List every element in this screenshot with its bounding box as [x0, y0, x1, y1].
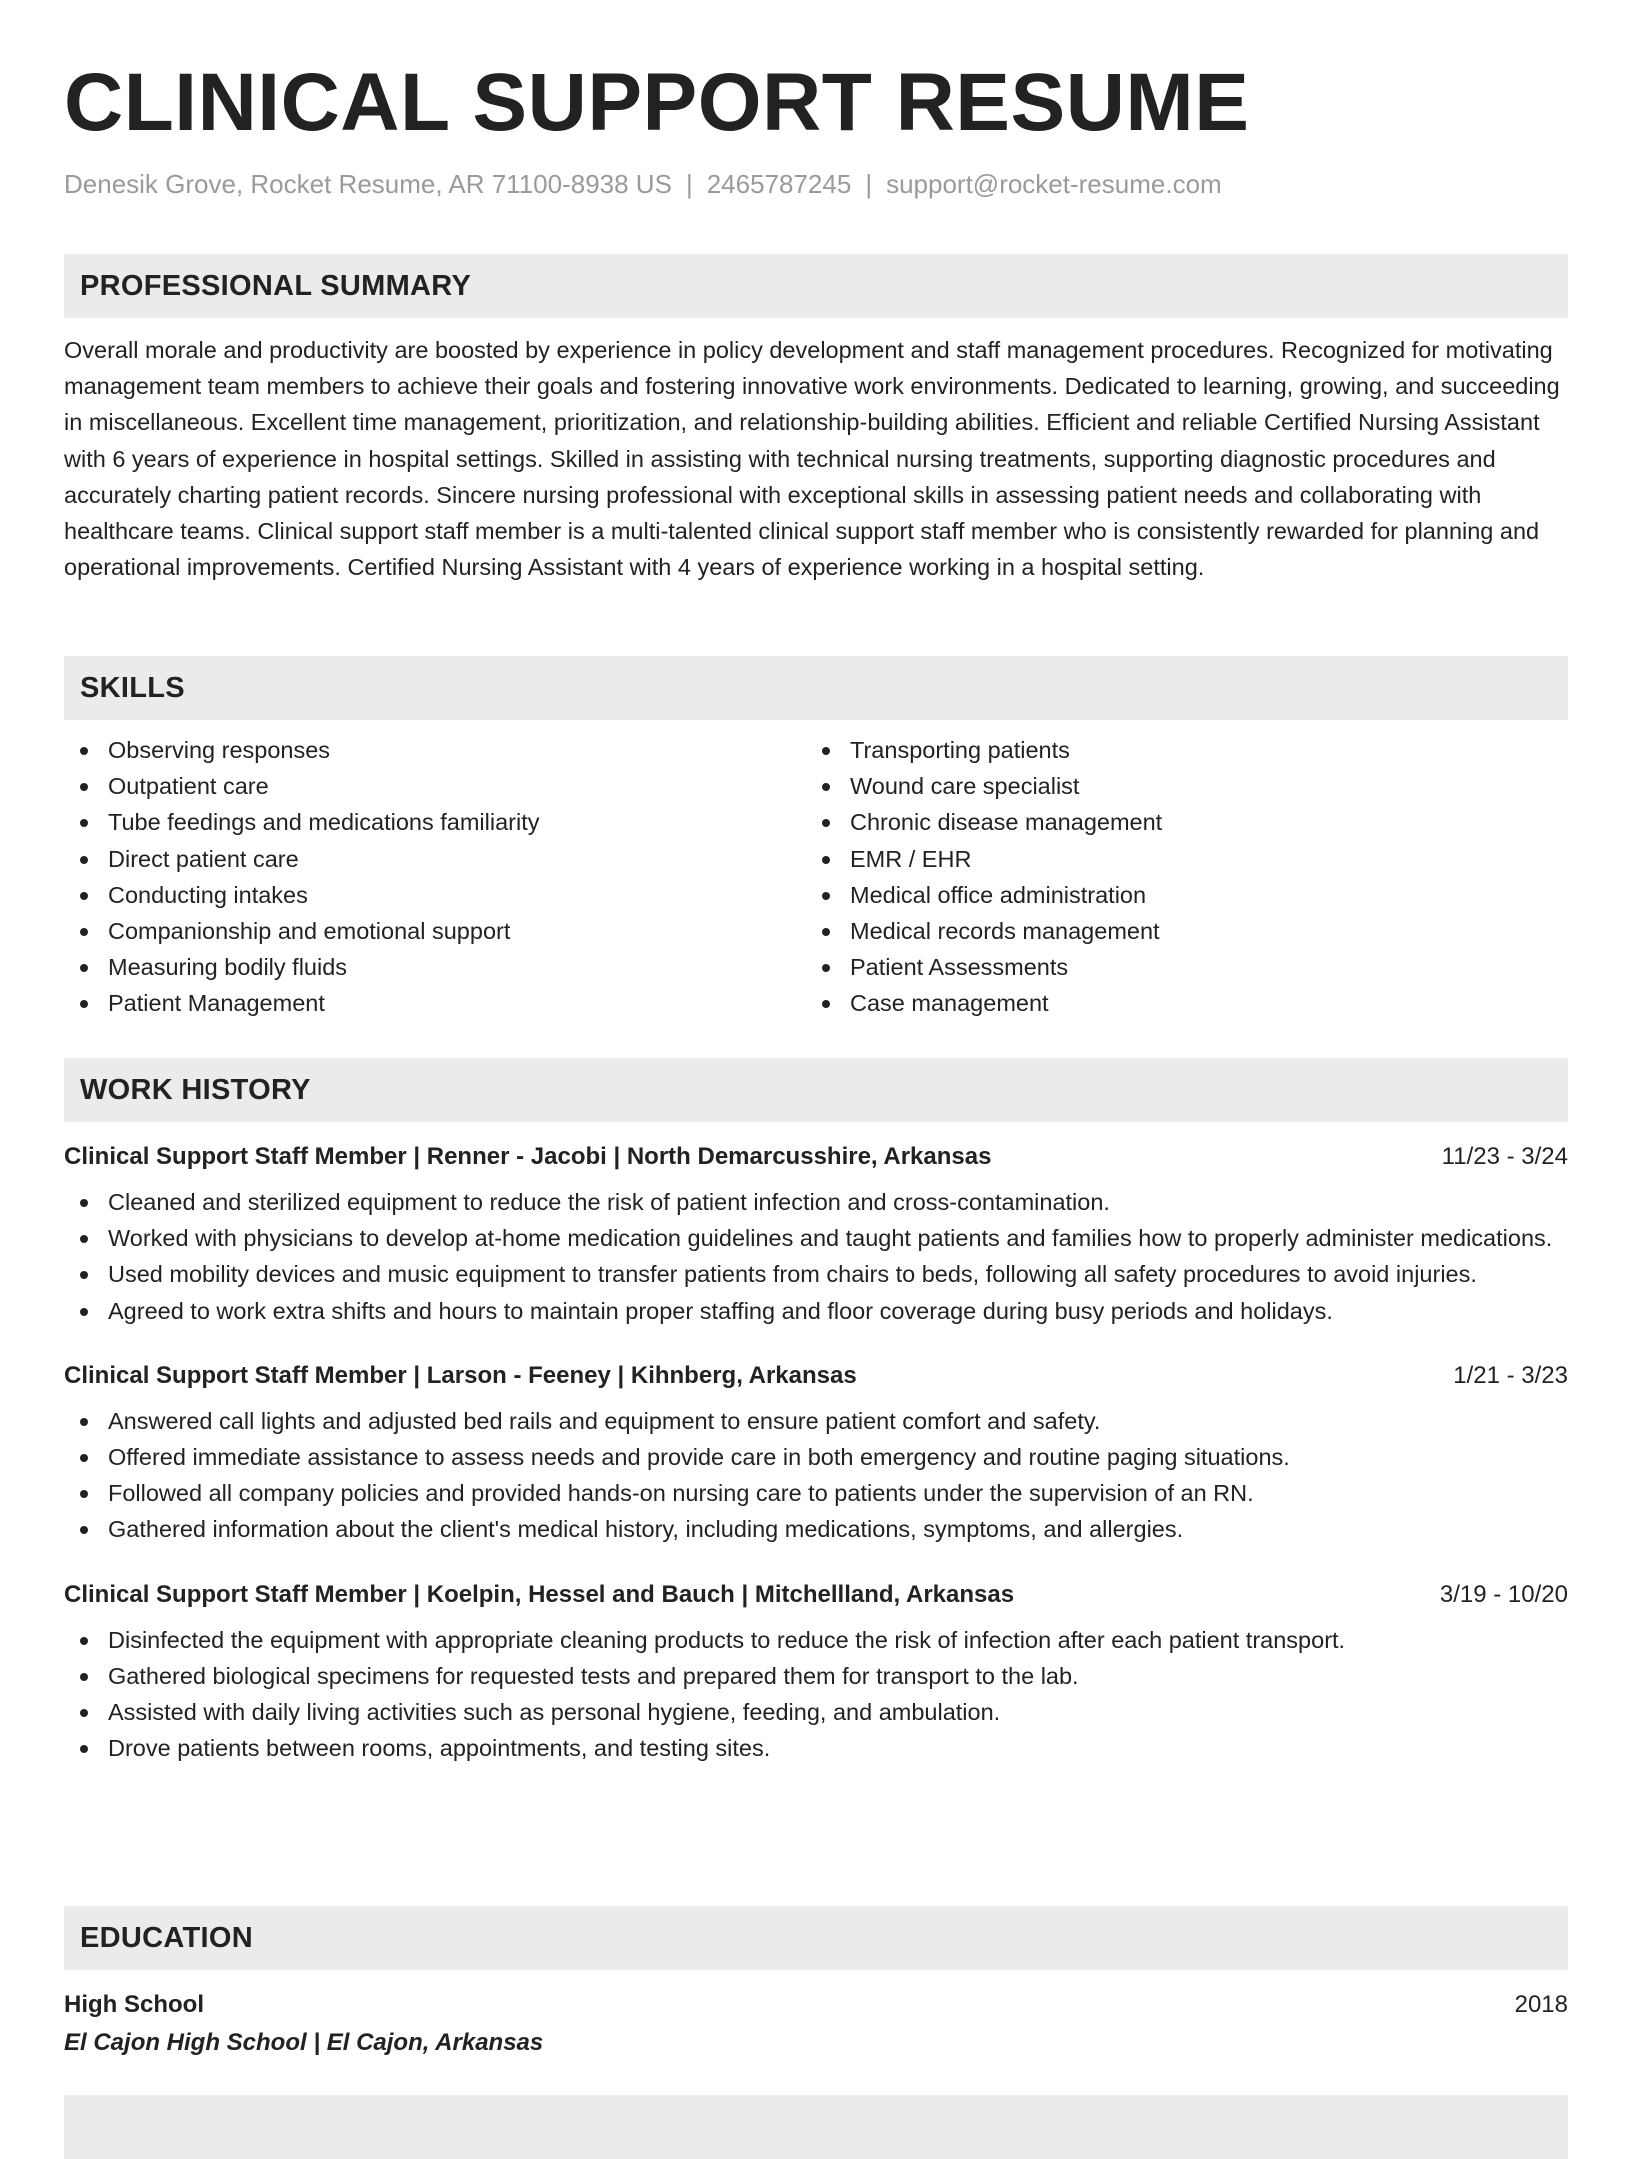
skills-columns [64, 732, 1568, 1022]
job-header [64, 1578, 1568, 1612]
job-dates: 1/21 - 3/23 [1453, 1361, 1568, 1389]
section-title-skills: SKILLS [80, 671, 185, 704]
job-header [64, 1359, 1568, 1393]
section-header-bar [64, 1058, 1568, 1122]
job-header [64, 1140, 1568, 1174]
job-bullet: Assisted with daily living activities such as personal hygiene, feeding, and ambulation. [64, 1694, 1568, 1730]
job-bullet: Followed all company policies and provided hands-on nursing care to patients under the supervision of an RN. [64, 1475, 1568, 1511]
contact-email: support@rocket-resume.com [886, 169, 1222, 199]
contact-separator: | [865, 169, 873, 199]
job-bullet: Offered immediate assistance to assess needs and provide care in both emergency and routine paging situations. [64, 1439, 1568, 1475]
next-section-bar [64, 2095, 1568, 2159]
skill-item: Tube feedings and medications familiarity [64, 804, 806, 840]
skills-section [64, 656, 1568, 1022]
skill-item: Measuring bodily fluids [64, 949, 806, 985]
job-bullet: Gathered biological specimens for requested tests and prepared them for transport to the lab. [64, 1658, 1568, 1694]
skill-item: Transporting patients [806, 732, 1548, 768]
contact-separator: | [685, 169, 693, 199]
job-dates: 3/19 - 10/20 [1439, 1580, 1568, 1608]
section-title-work: WORK HISTORY [80, 1073, 311, 1106]
summary-paragraph: Overall morale and productivity are boosted by experience in policy development and staff management procedures. Recognized for motivating management team members to achieve their goals and fostering innovative work environments. Dedicated to learning, growing, and succeeding in miscellaneous. Excellent time management, prioritization, and relationship-building abilities. Efficient and reliable Certified Nursing Assistant with 6 years of experience in hospital settings. Skilled in assisting with technical nursing treatments, supporting diagnostic procedures and accurately charting patient records. Sincere nursing professional with exceptional skills in assessing patient needs and collaborating with healthcare teams. Clinical support staff member is a multi-talented clinical support staff member who is consistently rewarded for planning and operational improvements. Certified Nursing Assistant with 4 years of experience working in a hospital setting. [64, 337, 1560, 581]
skill-item: EMR / EHR [806, 841, 1548, 877]
job-heading: Clinical Support Staff Member | Renner - Jacobi | North Demarcusshire, Arkansas [64, 1143, 992, 1170]
job-entry [64, 1359, 1568, 1548]
skills-list-right [806, 732, 1548, 1022]
contact-line [64, 168, 1568, 202]
skills-list-left [64, 732, 806, 1022]
skill-item: Medical office administration [806, 877, 1548, 913]
skill-item: Observing responses [64, 732, 806, 768]
job-heading: Clinical Support Staff Member | Koelpin, Hessel and Bauch | Mitchellland, Arkansas [64, 1580, 1015, 1608]
contact-phone: 2465787245 [706, 169, 852, 199]
job-heading: Clinical Support Staff Member | Larson - Feeney | Kihnberg, Arkansas [64, 1361, 857, 1389]
professional-summary-section [64, 254, 1568, 585]
job-entry [64, 1140, 1568, 1329]
job-bullet: Used mobility devices and music equipment to transfer patients from chairs to beds, following all safety procedures to avoid injuries. [64, 1256, 1568, 1292]
job-bullet: Drove patients between rooms, appointments, and testing sites. [64, 1730, 1568, 1766]
section-header-bar [64, 656, 1568, 720]
job-entry [64, 1578, 1568, 1767]
education-degree: High School [64, 1991, 204, 2018]
skill-item: Patient Assessments [806, 949, 1548, 985]
skill-item: Outpatient care [64, 768, 806, 804]
job-bullet: Agreed to work extra shifts and hours to maintain proper staffing and floor coverage during busy periods and holidays. [64, 1293, 1568, 1329]
skill-item: Medical records management [806, 913, 1548, 949]
education-section [64, 1906, 1568, 2060]
section-title-summary: PROFESSIONAL SUMMARY [80, 269, 472, 302]
resume-page [64, 0, 1568, 2056]
section-header-bar [64, 1906, 1568, 1970]
job-bullet: Gathered information about the client's medical history, including medications, symptoms, and allergies. [64, 1511, 1568, 1547]
education-header [64, 1988, 1568, 2022]
job-dates: 11/23 - 3/24 [1441, 1143, 1568, 1170]
skill-item: Wound care specialist [806, 768, 1548, 804]
job-bullet: Cleaned and sterilized equipment to reduce the risk of patient infection and cross-contamination. [64, 1184, 1568, 1220]
education-school: El Cajon High School | El Cajon, Arkansas [64, 2029, 544, 2056]
work-history-section [64, 1058, 1568, 1766]
job-bullets [64, 1622, 1568, 1767]
job-bullet: Worked with physicians to develop at-home medication guidelines and taught patients and families how to properly administer medications. [64, 1220, 1568, 1256]
job-bullets [64, 1184, 1568, 1329]
contact-address: Denesik Grove, Rocket Resume, AR 71100-8938 US [64, 169, 672, 199]
skill-item: Conducting intakes [64, 877, 806, 913]
skill-item: Chronic disease management [806, 804, 1548, 840]
section-header-bar [64, 254, 1568, 318]
education-year: 2018 [1514, 1991, 1568, 2018]
section-title-education: EDUCATION [80, 1921, 253, 1954]
section-header-bar [64, 2095, 1568, 2159]
skill-item: Case management [806, 985, 1548, 1021]
skill-item: Direct patient care [64, 841, 806, 877]
job-bullet: Disinfected the equipment with appropriate cleaning products to reduce the risk of infection after each patient transport. [64, 1622, 1568, 1658]
skill-item: Patient Management [64, 985, 806, 1021]
skill-item: Companionship and emotional support [64, 913, 806, 949]
job-bullets [64, 1403, 1568, 1548]
job-bullet: Answered call lights and adjusted bed rails and equipment to ensure patient comfort and safety. [64, 1403, 1568, 1439]
resume-title: CLINICAL SUPPORT RESUME [64, 57, 1250, 148]
